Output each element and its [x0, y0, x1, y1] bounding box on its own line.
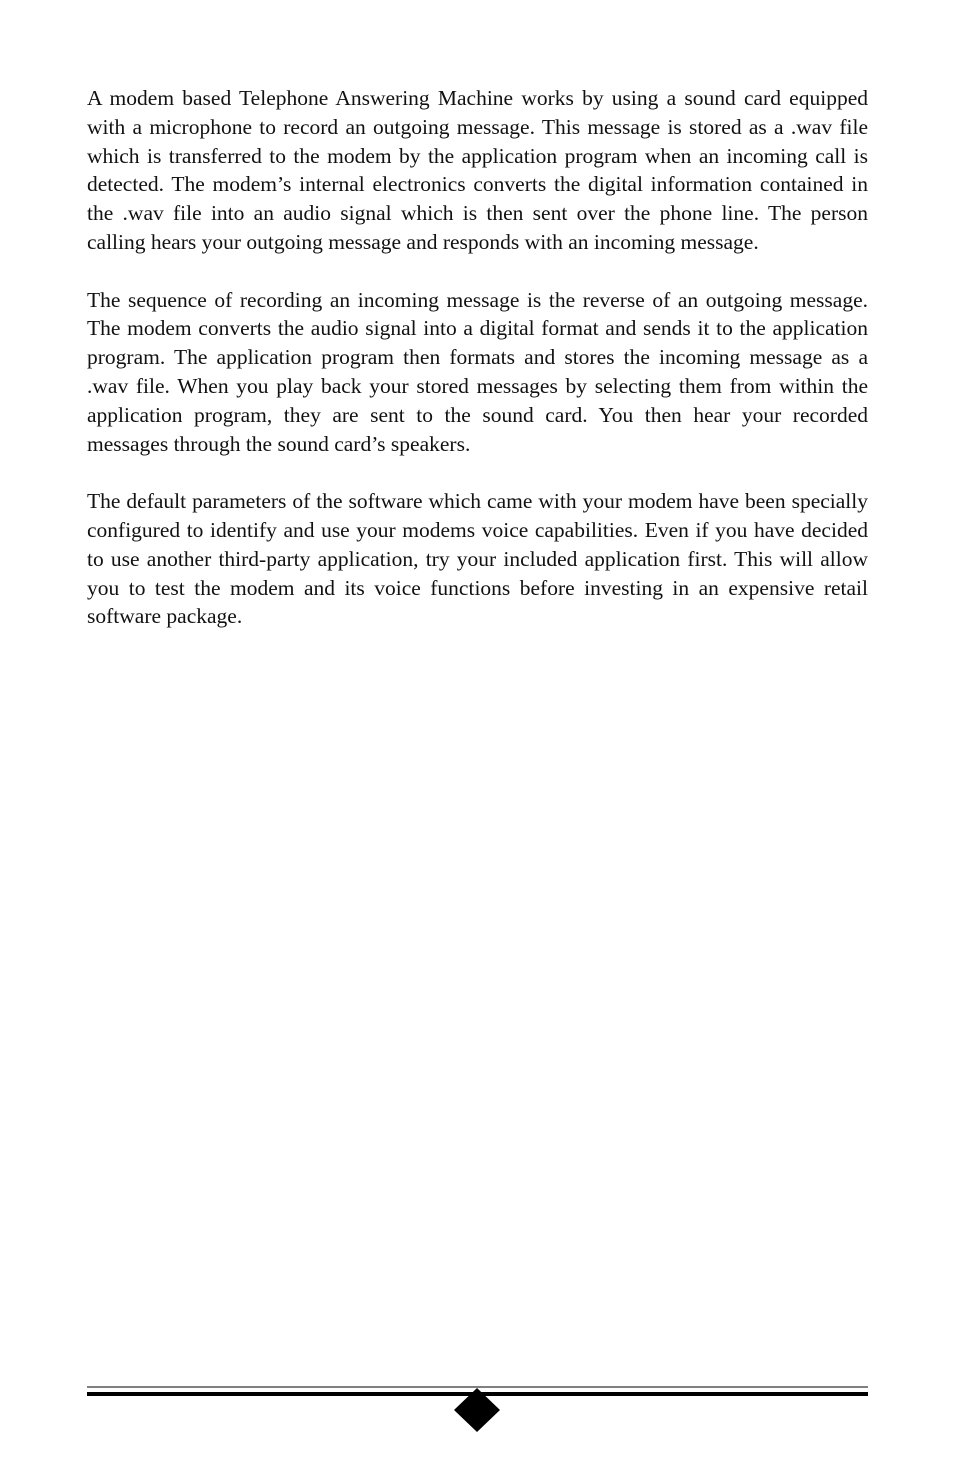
- paragraph-incoming-message: The sequence of recording an incoming message is the reverse of an outgoing message. The modem converts the audio signal into a digital format and sends it to the application program. The application program then formats and stores the incoming message as a .wav file. When you play back your stored messages by selecting them from within the application program, they are sent to the sound card. You then hear your recorded messages through the sound card’s speakers.: [87, 287, 868, 456]
- paragraph-answering-machine: A modem based Telephone Answering Machine works by using a sound card equipped with a microphone to record an outgoing message. This message is stored as a .wav file which is transferred to the modem by the application program when an incoming call is detected. The modem’s internal electronics converts the digital information contained in the .wav file into an audio signal which is then sent over the phone line. The person calling hears your outgoing message and responds with an incoming message.: [87, 86, 868, 254]
- body-text: [87, 84, 868, 660]
- paragraph-default-parameters: The default parameters of the software which came with your modem have been specially configured to identify and use your modems voice capabilities. Even if you have decided to use another third-party application, try your included application first. This will allow you to test the modem and its voice functions before investing in an expensive retail software package.: [87, 489, 868, 629]
- footer-rule: [87, 1386, 868, 1436]
- footer-rule-graphic: [87, 1386, 868, 1436]
